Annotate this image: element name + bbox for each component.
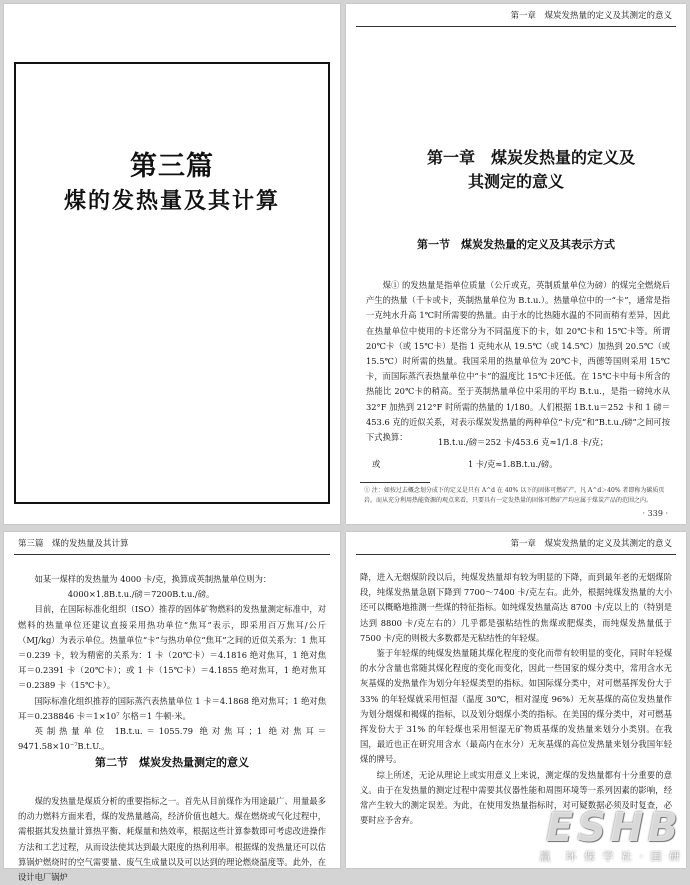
page-unit-conversion [4, 532, 340, 883]
body-block [360, 570, 672, 828]
watermark-subtitle: 赢 环 保 学 社 · 国 研 [539, 850, 682, 863]
section-body [18, 794, 326, 885]
page-part-title [4, 4, 340, 524]
paragraph: 综上所述，无论从理论上或实用意义上来说，测定煤的发热量都有十分重要的意义。由于在发热量的测定过程中需要其仪器性能和周围环境等一系列因素的影响，经常产生较大的测定误差。为此，在使用发热量指标时，对可疑数据必须及时复查，必要时应予舍弃。 [360, 769, 672, 826]
page-chapter-one [346, 4, 686, 524]
formula-2-label: 或 [372, 459, 381, 469]
chapter-title-line1: 第一章 煤炭发热量的定义及 [426, 148, 635, 167]
part-subtitle: 煤的发热量及其计算 [63, 188, 280, 214]
header-rule [356, 26, 676, 27]
paragraph: 国际标准化组织推荐的国际蒸汽表热量单位 1 卡＝4.1868 绝对焦耳；1 绝对焦耳＝0.238846 卡＝1×10⁷ 尔格＝1 牛顿·米。 [18, 695, 326, 721]
body-block [18, 572, 326, 754]
section-title: 第二节 煤炭发热量测定的意义 [95, 756, 249, 769]
page-number: · 339 · [642, 509, 668, 518]
paragraph: 目前，在国际标准化组织（ISO）推荐的固体矿物燃料的发热量测定标准中，对燃料的热量单位还建议直接采用热功单位“焦耳”表示，即采用百万焦耳/公斤（MJ/kg）为表示单位。热量单位“卡”与热功单位“焦耳”之间的近似关系为：1 焦耳＝0.239 卡，较为精密的关系为：1 卡（20℃卡）＝4.1816 绝对焦耳，1 绝对焦耳＝0.2391 卡（20℃卡）；或 1 卡（15℃卡）＝4.1855 绝对焦耳，1 绝对焦耳＝0.2389 卡（15℃卡）。 [18, 604, 326, 691]
title-frame [14, 62, 330, 504]
watermark-logo: ESHB [545, 805, 682, 851]
paragraph-text: 煤① 的发热量是指单位质量（公斤或克，英制质量单位为磅）的煤完全燃烧后产生的热量（千卡或卡，英制热量单位为 B.t.u.）。热量单位中的一“卡”，通常是指一克纯水升高 1℃时所需要的热量。由于水的比热随水温的不同而稍有差异，因此在热量单位中使用的卡还常分为不同温度下的卡，如 20℃卡和 15℃卡等。所谓 20℃卡（或 15℃卡）是指 1 克纯水从 19.5℃（或 14.5℃）加热到 20.5℃（或 15.5℃）时所需的热量。我国采用的热量单位为 20℃卡，西德等国则采用 15℃卡，而国际蒸汽表热量单位中“卡”的温度比 15℃卡还低。在 15℃卡中每卡所含的热能比 20℃卡的稍高。至于英制热量单位中采用的平均 B.t.u.，是指一磅纯水从 32°F 加热到 212°F 时所需的热量的 1/180。人们根据 1B.t.u＝252 卡和 1 磅＝453.6 克的近似关系，对表示煤炭发热量的两种单位“卡/克”和“B.t.u./磅”之间可按下式换算： [366, 280, 670, 443]
running-header: 第一章 煤炭发热量的定义及其测定的意义 [510, 539, 672, 549]
paragraph: 鉴于年轻煤的纯煤发热量随其煤化程度的变化而带有较明显的变化，同时年轻煤的水分含量也常随其煤化程度的变化而变化，因此一些国家的煤分类中，常用含水无灰基煤的发热量作为划分年轻煤类型的指标。如国际煤分类中，对可燃基挥发份大于 33% 的年轻煤就采用恒湿（温度 30℃，相对湿度 96%）无灰基煤的高位发热量作为划分烟煤和褐煤的指标，以及划分烟煤小类的指标。在美国的煤分类中，对可燃基挥发份大于 31% 的年轻煤也采用恒湿无矿物质基煤的发热量来划分小类别。在我国，最近也正在研究用含水（最高内在水分）无灰基煤的高位发热量来划分我国年轻煤的牌号。 [360, 648, 672, 765]
footnote-rule [360, 482, 430, 483]
body-paragraph [366, 278, 670, 445]
paragraph: 如某一煤样的发热量为 4000 卡/克，换算成英制热量单位则为： [34, 574, 272, 584]
paragraph: 英制热量单位 1B.t.u.＝1055.79 绝对焦耳；1 绝对焦耳＝9471.58×10⁻⁷B.t.U.。 [18, 726, 326, 752]
footnote: ① 注：如按过去概念划分成下的定义是只有 A^d 在 40% 以下的固体可燃矿产，凡 A^d＞40% 者即称为碳质页岩。而从充分利用热能资源的观点来看，只要具有一定发热量的固体可燃矿产均应属于煤炭产品的范围之内。 [364, 487, 665, 504]
header-rule [356, 554, 676, 555]
header-rule [14, 554, 330, 555]
paragraph: 降，进入无烟煤阶段以后，纯煤发热量却有较为明显的下降，而到最年老的无烟煤阶段，纯煤发热量急剧下降到 7700～7400 卡/克左右。此外，根据纯煤发热量的大小还可以概略地推测一些煤的特征指标。如纯煤发热量高达 8700 卡/克以上的（特别是达到 8800 卡/克左右的）几乎都是强粘结性的焦煤或肥煤类，而纯煤发热量低于 7500 卡/克的则极大多数都是无粘结性的年轻煤。 [360, 572, 672, 643]
running-header: 第一章 煤炭发热量的定义及其测定的意义 [510, 11, 672, 21]
formula-2: 1 卡/克≈1.8B.t.u./磅。 [468, 459, 558, 469]
chapter-title-line2: 其测定的意义 [467, 172, 564, 191]
formula-1: 1B.t.u./磅＝252 卡/453.6 克≈1/1.8 卡/克； [438, 437, 609, 447]
section-title: 第一节 煤炭发热量的定义及其表示方式 [417, 238, 615, 251]
running-header: 第三篇 煤的发热量及其计算 [18, 539, 129, 549]
site-watermark [539, 805, 682, 864]
formula: 4000×1.8B.t.u./磅＝7200B.t.u./磅。 [67, 589, 215, 600]
paragraph: 煤的发热量是煤质分析的重要指标之一。首先从目前煤作为用途最广、用量最多的动力燃料方面来看，煤的发热量越高，经济价值也越大。煤在燃烧或气化过程中，需根据其发热量计算热平衡、耗煤量和热效率，根据这些计算参数即可考虑改进操作方法和工艺过程，从而设法使其达到最大限度的热利用率。根据煤的发热量还可以估算锅炉燃烧时的空气需要量、废气生成量以及可以达到的理论燃烧温度等。此外，在设计电厂锅炉 [18, 796, 326, 883]
part-title: 第三篇 [130, 151, 214, 182]
